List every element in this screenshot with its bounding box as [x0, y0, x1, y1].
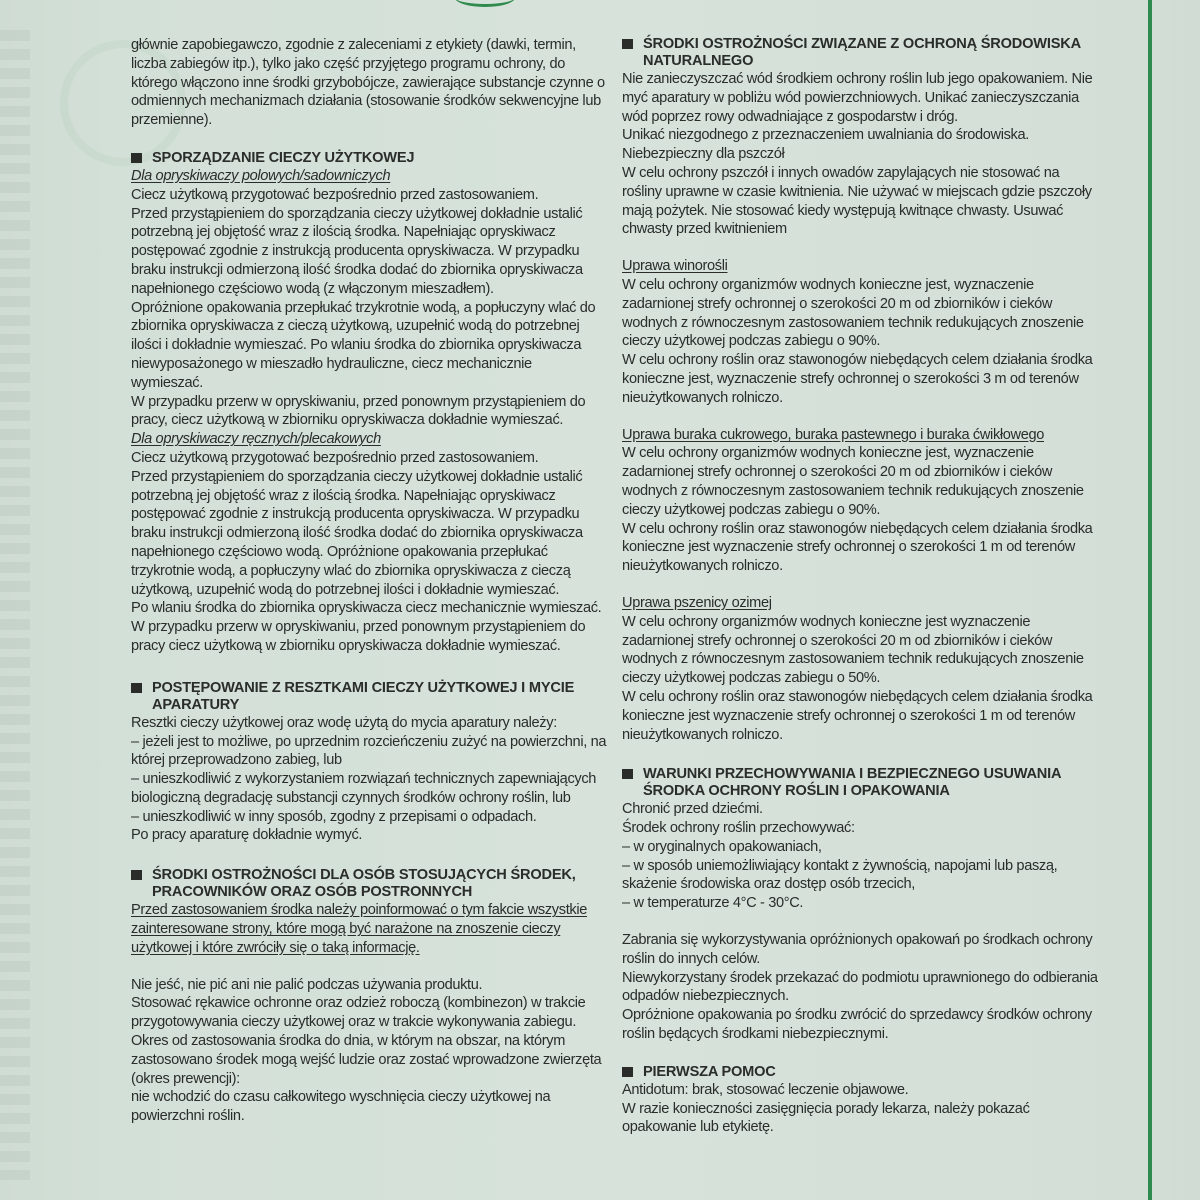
- crop-block-beet: [622, 426, 1100, 576]
- list-item: – jeżeli jest to możliwe, po uprzednim rozcieńczeniu zużyć na powierzchni, na której przeprowadzono zabieg, lub: [131, 733, 607, 769]
- crop-block-vine: [622, 257, 1100, 407]
- crop-title: Uprawa pszenicy ozimej: [622, 594, 772, 611]
- crop-block-wheat: [622, 594, 1100, 744]
- list-item: – w temperaturze 4°C - 30°C.: [622, 895, 804, 912]
- paragraph: Stosować rękawice ochronne oraz odzież roboczą (kombinezon) w trakcie przygotowywania cieczy użytkowej oraz w trakcie wykonywania zabiegu.: [131, 995, 586, 1031]
- section-heading: SPORZĄDZANIE CIECZY UŻYTKOWEJ: [131, 150, 607, 167]
- paragraph: W celu ochrony organizmów wodnych konieczne jest wyznaczenie zadarnionej strefy ochronnej o szerokości 20 m od zbiorników i cieków wodnych z równoczesnym zastosowaniem technik redukujących znoszenie cieczy użytkowej podczas zabiegu o 50%.: [622, 613, 1084, 687]
- section-heading: POSTĘPOWANIE Z RESZTKAMI CIECZY UŻYTKOWEJ I MYCIE APARATURY: [131, 680, 607, 714]
- paragraph: Przed przystąpieniem do sporządzania cieczy użytkowej dokładnie ustalić potrzebną jej objętość wraz z ilością środka. Napełniając opryskiwacz postępować zgodnie z instrukcją producenta opryskiwacza. W przypadku braku instrukcji odmierzoną ilość środka dodać do zbiornika opryskiwacza napełnionego częściowo wodą (z włączonym mieszadłem).: [131, 205, 583, 297]
- list-item: – w sposób uniemożliwiający kontakt z żywnością, napojami lub paszą, skażenie środowiska oraz dostęp osób trzecich,: [622, 857, 1058, 893]
- residues-section: [131, 680, 607, 846]
- section-heading: ŚRODKI OSTROŻNOŚCI DLA OSÓB STOSUJĄCYCH ŚRODEK, PRACOWNIKÓW ORAZ OSÓB POSTRONNYCH: [131, 867, 607, 901]
- list-item: – unieszkodliwić z wykorzystaniem rozwiązań technicznych zapewniających biologiczną degradację substancji czynnych środków ochrony roślin, lub: [131, 771, 597, 806]
- storage-section: [622, 766, 1100, 1044]
- green-border-line: [1148, 0, 1152, 1200]
- intro-section: [131, 36, 607, 130]
- paragraph: W celu ochrony organizmów wodnych konieczne jest, wyznaczenie zadarnionej strefy ochronnej o szerokości 20 m od zbiorników i cieków wodnych z równoczesnym zastosowaniem technik redukujących znoszenie cieczy użytkowej podczas zabiegu o 90%.: [622, 276, 1084, 350]
- environment-section: [622, 36, 1100, 744]
- paragraph: Unikać niezgodnego z przeznaczeniem uwalniania do środowiska.: [622, 127, 1029, 144]
- section-heading: ŚRODKI OSTROŻNOŚCI ZWIĄZANE Z OCHRONĄ ŚRODOWISKA NATURALNEGO: [622, 36, 1100, 70]
- crop-title: Uprawa winorośli: [622, 258, 728, 275]
- paragraph: nie wchodzić do czasu całkowitego wyschnięcia cieczy użytkowej na powierzchni roślin.: [131, 1089, 551, 1125]
- paragraph: Przed przystąpieniem do sporządzania cieczy użytkowej dokładnie ustalić potrzebną jej objętość wraz z ilością środka. Napełniając opryskiwacz postępować zgodnie z instrukcją producenta opryskiwacza. W przypadku braku instrukcji odmierzoną ilość środka dodać do zbiornika opryskiwacza napełnionego częściowo wodą. Opróżnione opakowania przepłukać trzykrotnie wodą, a popłuczyny wlać do zbiornika opryskiwacza z cieczą użytkową, uzupełnić wodą do potrzebnej ilości i dokładnie wymieszać.: [131, 468, 583, 598]
- paragraph: W celu ochrony roślin oraz stawonogów niebędących celem działania środka konieczne jest wyznaczenie strefy ochronnej o szerokości 1 m od terenów nieużytkowanych rolniczo.: [622, 688, 1093, 743]
- paragraph: Resztki cieczy użytkowej oraz wodę użytą do mycia aparatury należy:: [131, 714, 557, 731]
- paragraph: Środek ochrony roślin przechowywać:: [622, 820, 855, 837]
- square-bullet-icon: [622, 1067, 633, 1077]
- list-item: – unieszkodliwić w inny sposób, zgodny z przepisami o odpadach.: [131, 808, 537, 825]
- paragraph: Nie jeść, nie pić ani nie palić podczas używania produktu.: [131, 976, 483, 993]
- square-bullet-icon: [131, 870, 142, 880]
- paragraph: W przypadku przerw w opryskiwaniu, przed ponownym przystąpieniem do pracy, ciecz użytkową w zbiorniku opryskiwacza dokładnie wymieszać.: [131, 393, 586, 429]
- square-bullet-icon: [622, 39, 633, 49]
- intro-paragraph: głównie zapobiegawczo, zgodnie z zaleceniami z etykiety (dawki, termin, liczba zabiegów itp.), tylko jako część przyjętego programu ochrony, do którego włączono inne środki grzybobójcze, zawierające substancje czynne o odmiennych mechanizmach działania (stosowanie środków sekwencyjne lub przemienne).: [131, 37, 605, 129]
- paragraph: Ciecz użytkową przygotować bezpośrednio przed zastosowaniem.: [131, 186, 539, 203]
- section-heading: PIERWSZA POMOC: [622, 1064, 1100, 1081]
- paragraph: Ciecz użytkową przygotować bezpośrednio przed zastosowaniem.: [131, 449, 539, 466]
- paragraph: W celu ochrony pszczół i innych owadów zapylających nie stosować na rośliny uprawne w czasie kwitnienia. Nie używać w miejscach gdzie pszczoły mają pożytek. Nie stosować kiedy występują kwitnące chwasty. Usuwać chwasty przed kwitnieniem: [622, 164, 1092, 238]
- paragraph: Opróżnione opakowania po środku zwrócić do sprzedawcy środków ochrony roślin będących środkami niebezpiecznymi.: [622, 1007, 1092, 1043]
- square-bullet-icon: [131, 683, 142, 693]
- reverse-side-bleed-through: [0, 30, 30, 1180]
- paragraph: W celu ochrony organizmów wodnych konieczne jest, wyznaczenie zadarnionej strefy ochronnej o szerokości 20 m od zbiorników i cieków wodnych z równoczesnym zastosowaniem technik redukujących znoszenie cieczy użytkowej podczas zabiegu o 90%.: [622, 445, 1084, 518]
- persons-precautions-section: [131, 867, 607, 1126]
- paragraph: Po pracy aparaturę dokładnie wymyć.: [131, 827, 363, 844]
- field-sprayers-subheading: Dla opryskiwaczy polowych/sadowniczych: [131, 167, 391, 184]
- paragraph: Opróżnione opakowania przepłukać trzykrotnie wodą, a popłuczyny wlać do zbiornika opryskiwacza z cieczą użytkową, uzupełnić wodą do potrzebnej ilości i dokładnie wymieszać. Po wlaniu środka do zbiornika opryskiwacza niewyposażonego w mieszadło hydrauliczne, ciecz mechanicznie wymieszać.: [131, 299, 596, 391]
- paragraph: Niewykorzystany środek przekazać do podmiotu uprawnionego do odbierania odpadów niebezpiecznych.: [622, 969, 1098, 1005]
- section-heading: WARUNKI PRZECHOWYWANIA I BEZPIECZNEGO USUWANIA ŚRODKA OCHRONY ROŚLIN I OPAKOWANIA: [622, 766, 1100, 800]
- leaf-logo-icon: [455, 0, 515, 7]
- paragraph: W razie konieczności zasięgnięcia porady lekarza, należy pokazać opakowanie lub etykietę.: [622, 1100, 1030, 1136]
- paragraph: W celu ochrony roślin oraz stawonogów niebędących celem działania środka konieczne jest, wyznaczenie strefy ochronnej o szerokości 3 m od terenów nieużytkowanych rolniczo.: [622, 352, 1093, 406]
- preparation-section: [131, 150, 607, 656]
- first-aid-section: [622, 1064, 1100, 1137]
- hand-sprayers-subheading: Dla opryskiwaczy ręcznych/plecakowych: [131, 431, 381, 448]
- paragraph: W celu ochrony roślin oraz stawonogów niebędących celem działania środka konieczne jest wyznaczenie strefy ochronnej o szerokości 1 m od terenów nieużytkowanych rolniczo.: [622, 520, 1093, 575]
- right-column: [622, 36, 1100, 1137]
- notice-paragraph: Przed zastosowaniem środka należy poinformować o tym fakcie wszystkie zainteresowane strony, które mogą być narażone na znoszenie cieczy użytkowej i które zwróciły się o taką informację.: [131, 902, 588, 956]
- paragraph: Nie zanieczyszczać wód środkiem ochrony roślin lub jego opakowaniem. Nie myć aparatury w pobliżu wód powierzchniowych. Unikać zanieczyszczania wód poprzez rowy odwadniające z gospodarstw i dróg.: [622, 71, 1093, 125]
- paragraph: Po wlaniu środka do zbiornika opryskiwacza ciecz mechanicznie wymieszać.: [131, 600, 602, 617]
- paragraph: Zabrania się wykorzystywania opróżnionych opakowań po środkach ochrony roślin do innych celów.: [622, 932, 1093, 967]
- crop-title: Uprawa buraka cukrowego, buraka pastewnego i buraka ćwikłowego: [622, 426, 1045, 443]
- paragraph: W przypadku przerw w opryskiwaniu, przed ponownym przystąpieniem do pracy ciecz użytkową w zbiorniku opryskiwacza dokładnie wymieszać.: [131, 619, 586, 654]
- paragraph: Niebezpieczny dla pszczół: [622, 146, 785, 163]
- paragraph: Chronić przed dziećmi.: [622, 801, 763, 818]
- paragraph: Antidotum: brak, stosować leczenie objawowe.: [622, 1081, 909, 1098]
- square-bullet-icon: [622, 769, 633, 779]
- paragraph: Okres od zastosowania środka do dnia, w którym na obszar, na którym zastosowano środek mogą wejść ludzie oraz zostać wprowadzone zwierzęta (okres prewencji):: [131, 1033, 602, 1087]
- square-bullet-icon: [131, 153, 142, 163]
- list-item: – w oryginalnych opakowaniach,: [622, 838, 822, 855]
- left-column: [131, 36, 607, 1126]
